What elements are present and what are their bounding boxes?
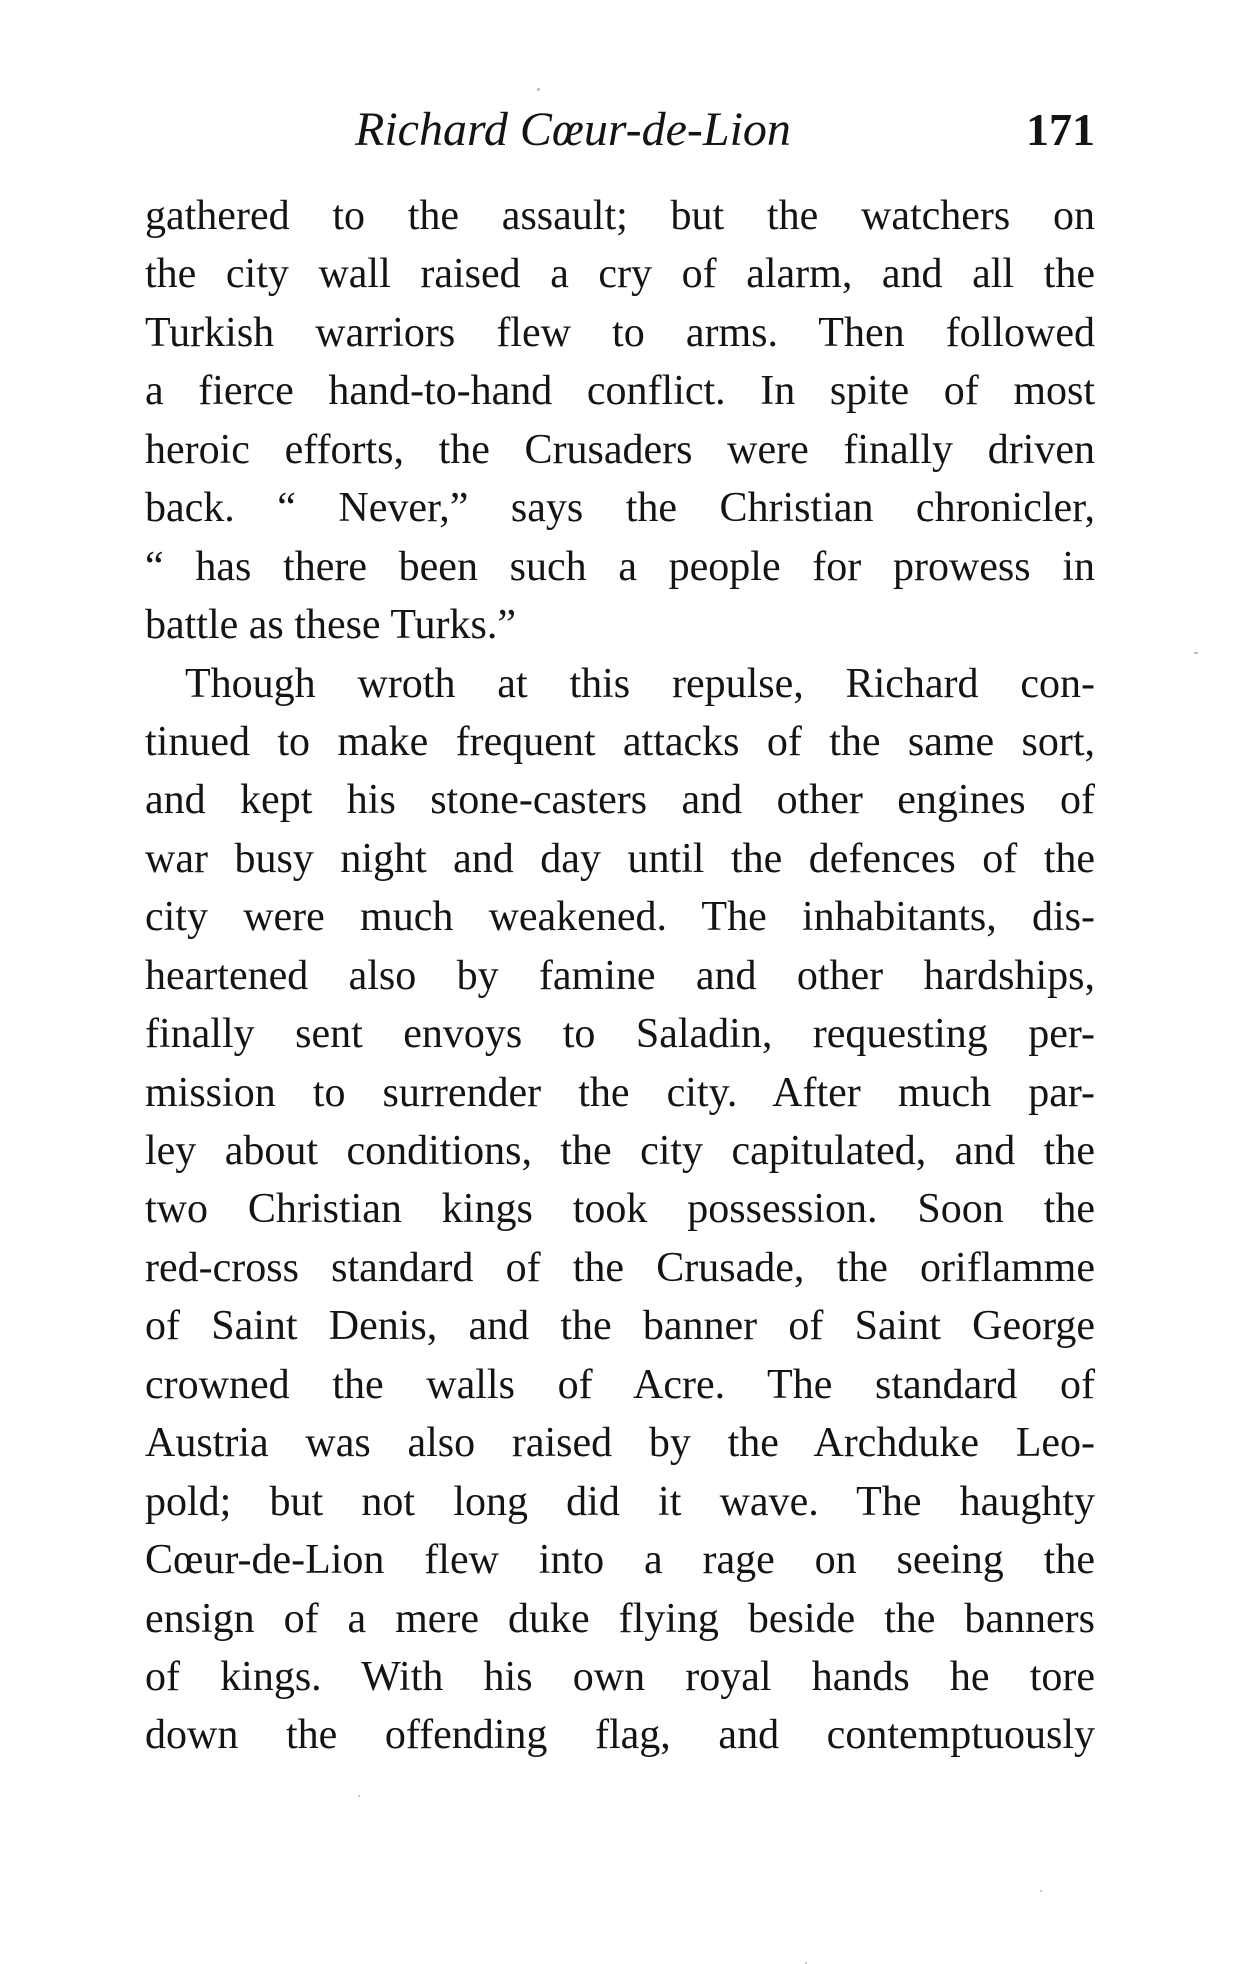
text-line: a fierce hand-to-hand conflict. In spite of most (145, 368, 1095, 415)
text-line: back. “ Never,” says the Christian chronicler, (145, 485, 1095, 532)
text-line: gathered to the assault; but the watchers on (145, 193, 1095, 239)
running-title: Richard Cœur-de-Lion (355, 103, 791, 156)
text-line: of kings. With his own royal hands he tore (145, 1653, 1095, 1700)
text-line: heartened also by famine and other hardships, (145, 952, 1095, 999)
paper-speck (358, 1795, 360, 1797)
text-line: of Saint Denis, and the banner of Saint George (145, 1303, 1095, 1350)
text-line: “ has there been such a people for prowess in (145, 543, 1095, 590)
text-line: the city wall raised a cry of alarm, and all the (145, 251, 1095, 298)
text-line: red-cross standard of the Crusade, the oriflamme (145, 1244, 1095, 1291)
running-head (145, 95, 1095, 165)
page-number: 171 (1026, 104, 1095, 155)
text-line: two Christian kings took possession. Soon the (145, 1186, 1095, 1233)
text-line: city were much weakened. The inhabitants, dis- (145, 894, 1095, 941)
text-line: mission to surrender the city. After much par- (145, 1069, 1095, 1116)
text-line: finally sent envoys to Saladin, requesting per- (145, 1011, 1095, 1058)
paper-speck (1040, 1890, 1042, 1892)
text-line: Austria was also raised by the Archduke Leo- (145, 1420, 1095, 1467)
text-line: down the offending flag, and contemptuously (145, 1712, 1095, 1759)
text-line: heroic efforts, the Crusaders were finally driven (145, 426, 1095, 473)
paper-speck (1194, 652, 1198, 654)
text-line: Turkish warriors flew to arms. Then followed (145, 309, 1095, 356)
text-line: Though wroth at this repulse, Richard con- (185, 660, 1095, 707)
body-text (145, 187, 1095, 1765)
text-line: war busy night and day until the defences of the (145, 835, 1095, 882)
text-line: crowned the walls of Acre. The standard of (145, 1361, 1095, 1408)
text-line: ensign of a mere duke flying beside the banners (145, 1595, 1095, 1642)
text-line: and kept his stone-casters and other engines of (145, 777, 1095, 824)
text-line: battle as these Turks.” (145, 602, 516, 649)
text-line: ley about conditions, the city capitulated, and the (145, 1128, 1095, 1174)
text-line: tinued to make frequent attacks of the same sort, (145, 718, 1095, 765)
text-line: pold; but not long did it wave. The haughty (145, 1478, 1095, 1525)
paper-speck (537, 88, 540, 91)
text-line: Cœur-de-Lion flew into a rage on seeing the (145, 1537, 1095, 1584)
